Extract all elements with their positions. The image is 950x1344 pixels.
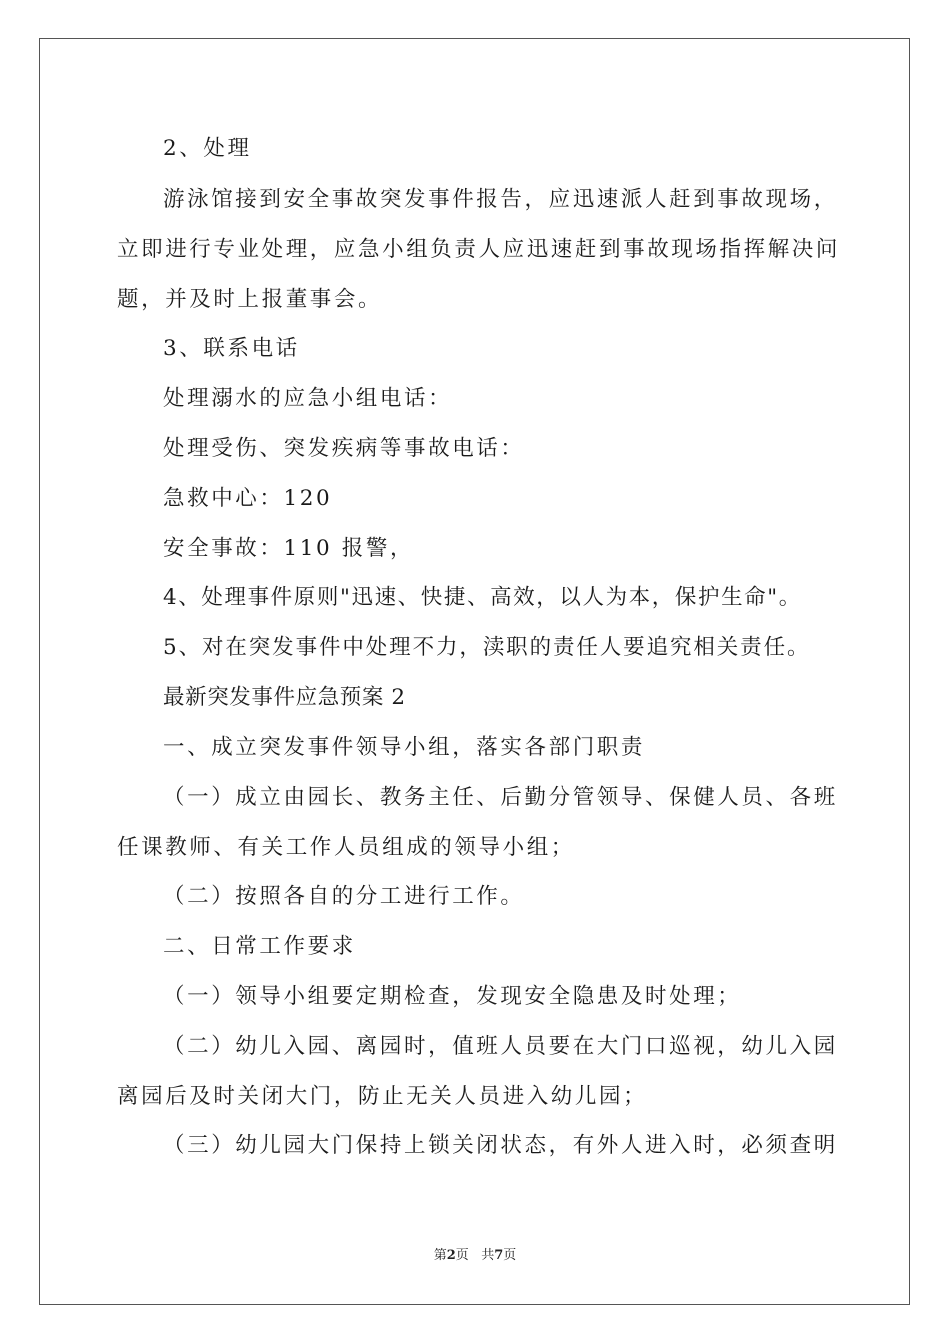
paragraph-line: 题，并及时上报董事会。 (117, 287, 383, 312)
paragraph-line: （三）幼儿园大门保持上锁关闭状态，有外人进入时，必须查明 (163, 1133, 838, 1158)
page-footer (0, 1248, 950, 1264)
footer-page-number: 2 (446, 1248, 456, 1263)
paragraph-line: 4、处理事件原则"迅速、快捷、高效，以人为本，保护生命"。 (163, 585, 802, 610)
paragraph-line: 急救中心：120 (163, 486, 333, 511)
heading-line: 一、成立突发事件领导小组，落实各部门职责 (163, 735, 646, 760)
paragraph-line: （一）成立由园长、教务主任、后勤分管领导、保健人员、各班 (163, 785, 838, 810)
footer-total-suffix: 页 (503, 1248, 517, 1263)
paragraph-line: 任课教师、有关工作人员组成的领导小组； (117, 835, 575, 860)
paragraph-line: （二）按照各自的分工进行工作。 (163, 884, 525, 909)
paragraph-line: 游泳馆接到安全事故突发事件报告，应迅速派人赶到事故现场， (163, 187, 838, 212)
paragraph-line: （二）幼儿入园、离园时，值班人员要在大门口巡视，幼儿入园 (163, 1034, 838, 1059)
paragraph-line: 处理溺水的应急小组电话： (163, 386, 453, 411)
section-title: 最新突发事件应急预案 2 (163, 685, 406, 710)
paragraph-line: 立即进行专业处理，应急小组负责人应迅速赶到事故现场指挥解决问 (117, 237, 841, 262)
paragraph-line: 5、对在突发事件中处理不力，渎职的责任人要追究相关责任。 (163, 635, 811, 660)
paragraph-line: 离园后及时关闭大门，防止无关人员进入幼儿园； (117, 1084, 648, 1109)
paragraph-line: 处理受伤、突发疾病等事故电话： (163, 436, 525, 461)
heading-line: 二、日常工作要求 (163, 934, 356, 959)
footer-page-prefix: 第 (433, 1248, 447, 1263)
page-frame (39, 38, 910, 1305)
footer-total-prefix: 共 (481, 1248, 495, 1263)
heading-contact-phone: 3、联系电话 (163, 336, 300, 361)
footer-page-suffix: 页 (455, 1248, 469, 1263)
paragraph-line: （一）领导小组要定期检查，发现安全隐患及时处理； (163, 984, 742, 1009)
paragraph-line: 安全事故：110 报警， (163, 536, 415, 561)
heading-processing: 2、处理 (163, 136, 252, 161)
footer-total-number: 7 (494, 1248, 504, 1263)
